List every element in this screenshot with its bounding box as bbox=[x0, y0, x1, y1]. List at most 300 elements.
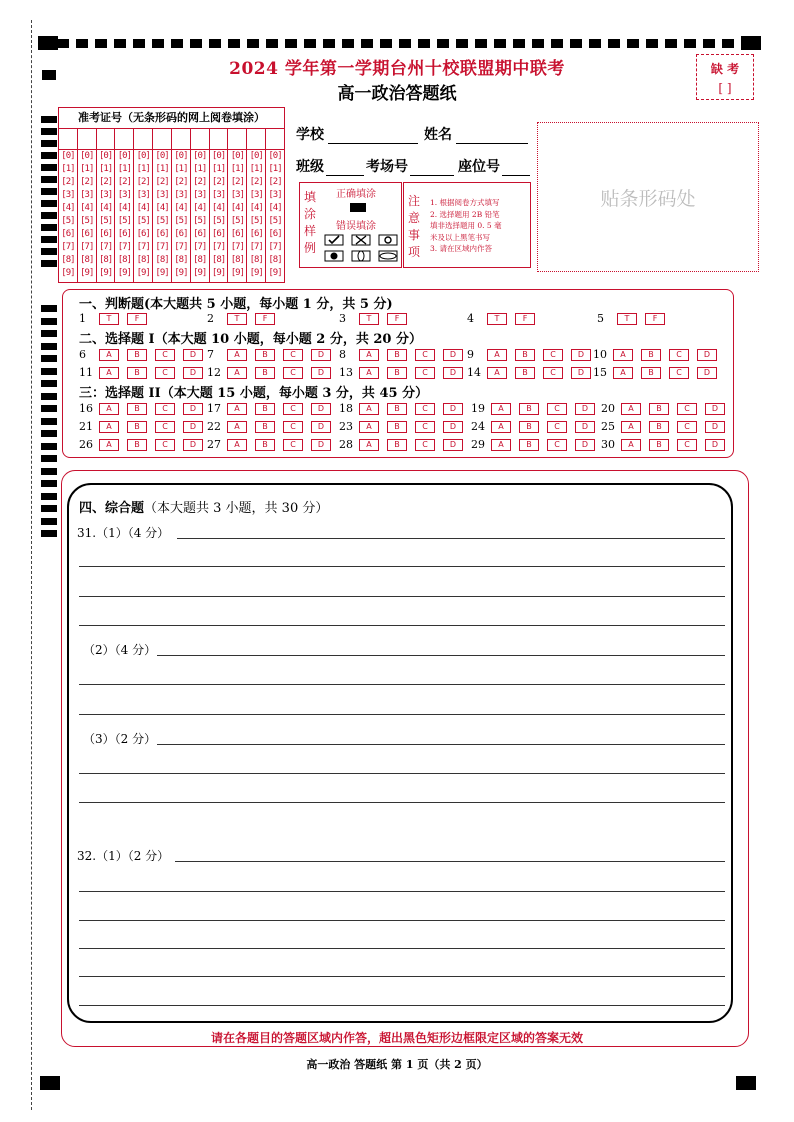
timing-mark bbox=[513, 39, 525, 48]
answer-line[interactable] bbox=[79, 948, 725, 949]
option-bubble-a[interactable]: A bbox=[227, 349, 247, 361]
option-bubble-d[interactable]: D bbox=[705, 421, 725, 433]
exam-id-write-cell[interactable] bbox=[228, 129, 246, 150]
option-bubble-d[interactable]: D bbox=[575, 439, 595, 451]
answer-line[interactable] bbox=[79, 976, 725, 977]
option-bubble-d[interactable]: D bbox=[443, 439, 463, 451]
answer-line[interactable] bbox=[79, 891, 725, 892]
timing-mark bbox=[41, 368, 57, 375]
option-bubble-f[interactable]: F bbox=[387, 313, 407, 325]
option-bubble-c[interactable]: C bbox=[677, 439, 697, 451]
option-bubble-a[interactable]: A bbox=[99, 349, 119, 361]
option-bubble-b[interactable]: B bbox=[127, 439, 147, 451]
exam-id-write-cell[interactable] bbox=[115, 129, 133, 150]
timing-mark bbox=[41, 518, 57, 525]
option-bubble-b[interactable]: B bbox=[649, 421, 669, 433]
exam-id-bubble[interactable]: [0] bbox=[211, 151, 226, 161]
option-bubble-c[interactable]: C bbox=[415, 403, 435, 415]
option-bubble-b[interactable]: B bbox=[387, 421, 407, 433]
exam-id-bubble[interactable]: [6] bbox=[211, 229, 226, 239]
option-bubble-b[interactable]: B bbox=[519, 439, 539, 451]
option-bubble-d[interactable]: D bbox=[311, 421, 331, 433]
exam-id-bubble[interactable]: [8] bbox=[193, 255, 207, 265]
option-bubble-c[interactable]: C bbox=[543, 349, 563, 361]
option-bubble-d[interactable]: D bbox=[443, 403, 463, 415]
option-bubble-c[interactable]: C bbox=[669, 349, 689, 361]
exam-id-bubble[interactable]: [2] bbox=[136, 177, 150, 187]
option-bubble-d[interactable]: D bbox=[183, 439, 203, 451]
exam-id-bubble[interactable]: [2] bbox=[61, 177, 75, 187]
option-bubble-d[interactable]: D bbox=[311, 403, 331, 415]
exam-id-bubble[interactable]: [3] bbox=[174, 190, 188, 200]
exam-id-write-cell[interactable] bbox=[134, 129, 152, 150]
exam-id-bubble[interactable]: [9] bbox=[193, 268, 207, 278]
exam-id-bubble[interactable]: [4] bbox=[193, 203, 207, 213]
option-bubble-a[interactable]: A bbox=[227, 403, 247, 415]
timing-mark bbox=[608, 39, 620, 48]
option-bubble-f[interactable]: F bbox=[255, 313, 275, 325]
question-number: 7 bbox=[207, 348, 214, 361]
answer-line[interactable] bbox=[79, 1005, 725, 1006]
exam-id-bubble[interactable]: [9] bbox=[117, 268, 132, 278]
option-bubble-a[interactable]: A bbox=[621, 421, 641, 433]
exam-id-bubble[interactable]: [5] bbox=[136, 216, 150, 226]
option-bubble-c[interactable]: C bbox=[677, 403, 697, 415]
option-bubble-c[interactable]: C bbox=[283, 439, 303, 451]
exam-id-bubble[interactable]: [0] bbox=[98, 151, 113, 161]
option-bubble-b[interactable]: B bbox=[641, 367, 661, 379]
option-bubble-d[interactable]: D bbox=[443, 421, 463, 433]
exam-id-bubble[interactable]: [4] bbox=[211, 203, 226, 213]
exam-id-bubble[interactable]: [1] bbox=[268, 164, 282, 174]
exam-id-bubble[interactable]: [3] bbox=[155, 190, 169, 200]
section1-heading: 一、判断题(本大题共 5 小题，每小题 1 分，共 5 分) bbox=[79, 297, 393, 312]
exam-id-bubble[interactable]: [3] bbox=[230, 190, 244, 200]
exam-id-bubble[interactable]: [8] bbox=[174, 255, 188, 265]
option-bubble-a[interactable]: A bbox=[99, 367, 119, 379]
option-bubble-c[interactable]: C bbox=[155, 367, 175, 379]
exam-id-write-cell[interactable] bbox=[78, 129, 96, 150]
timing-mark bbox=[41, 455, 57, 462]
option-bubble-a[interactable]: A bbox=[491, 439, 511, 451]
answer-line[interactable] bbox=[79, 920, 725, 921]
option-bubble-c[interactable]: C bbox=[155, 349, 175, 361]
option-bubble-c[interactable]: C bbox=[283, 349, 303, 361]
option-bubble-d[interactable]: D bbox=[311, 349, 331, 361]
question-15 bbox=[593, 366, 725, 379]
option-bubble-b[interactable]: B bbox=[387, 349, 407, 361]
exam-id-bubble[interactable]: [5] bbox=[98, 216, 113, 226]
answer-line[interactable] bbox=[79, 596, 725, 597]
exam-id-bubble[interactable]: [6] bbox=[268, 229, 282, 239]
exam-id-bubble[interactable]: [4] bbox=[117, 203, 132, 213]
option-bubble-a[interactable]: A bbox=[227, 439, 247, 451]
exam-id-bubble[interactable]: [7] bbox=[136, 242, 150, 252]
exam-id-bubble[interactable]: [5] bbox=[211, 216, 226, 226]
question-number: 8 bbox=[339, 348, 346, 361]
exam-id-bubble[interactable]: [7] bbox=[155, 242, 169, 252]
exam-id-bubble[interactable]: [6] bbox=[136, 229, 150, 239]
question-number: 12 bbox=[207, 366, 221, 379]
option-bubble-a[interactable]: A bbox=[99, 421, 119, 433]
name-field[interactable] bbox=[424, 124, 528, 144]
option-bubble-b[interactable]: B bbox=[649, 439, 669, 451]
answer-line[interactable] bbox=[79, 802, 725, 803]
exam-id-bubble[interactable]: [4] bbox=[98, 203, 113, 213]
exam-id-bubble[interactable]: [4] bbox=[249, 203, 263, 213]
exam-id-bubble[interactable]: [9] bbox=[230, 268, 244, 278]
option-bubble-c[interactable]: C bbox=[155, 403, 175, 415]
exam-id-bubble[interactable]: [3] bbox=[80, 190, 94, 200]
exam-id-bubble[interactable]: [1] bbox=[80, 164, 94, 174]
section2-heading: 二、选择题 I（本大题 10 小题，每小题 2 分，共 20 分） bbox=[79, 332, 422, 347]
option-bubble-a[interactable]: A bbox=[227, 421, 247, 433]
exam-id-bubble[interactable]: [9] bbox=[174, 268, 188, 278]
exam-id-write-cell[interactable] bbox=[247, 129, 265, 150]
option-bubble-d[interactable]: D bbox=[571, 349, 591, 361]
option-bubble-d[interactable]: D bbox=[575, 421, 595, 433]
exam-id-bubble[interactable]: [8] bbox=[230, 255, 244, 265]
exam-id-bubble[interactable]: [6] bbox=[193, 229, 207, 239]
option-bubble-t[interactable]: T bbox=[227, 313, 247, 325]
exam-id-bubble[interactable]: [8] bbox=[268, 255, 282, 265]
option-bubble-a[interactable]: A bbox=[491, 421, 511, 433]
option-bubble-a[interactable]: A bbox=[613, 349, 633, 361]
exam-id-bubble[interactable]: [8] bbox=[211, 255, 226, 265]
option-bubble-c[interactable]: C bbox=[155, 439, 175, 451]
option-bubble-b[interactable]: B bbox=[127, 367, 147, 379]
exam-id-bubble[interactable]: [5] bbox=[230, 216, 244, 226]
option-bubble-b[interactable]: B bbox=[641, 349, 661, 361]
option-bubble-c[interactable]: C bbox=[415, 349, 435, 361]
exam-id-write-cell[interactable] bbox=[191, 129, 209, 150]
exam-id-bubble[interactable]: [2] bbox=[174, 177, 188, 187]
option-bubble-d[interactable]: D bbox=[697, 367, 717, 379]
option-bubble-a[interactable]: A bbox=[621, 439, 641, 451]
option-bubble-c[interactable]: C bbox=[669, 367, 689, 379]
option-bubble-d[interactable]: D bbox=[443, 349, 463, 361]
exam-id-bubble[interactable]: [7] bbox=[230, 242, 244, 252]
option-bubble-c[interactable]: C bbox=[283, 421, 303, 433]
option-bubble-d[interactable]: D bbox=[183, 367, 203, 379]
question-9 bbox=[467, 348, 599, 361]
option-bubble-a[interactable]: A bbox=[99, 439, 119, 451]
exam-id-bubble[interactable]: [0] bbox=[268, 151, 282, 161]
exam-id-bubble[interactable]: [6] bbox=[80, 229, 94, 239]
option-bubble-c[interactable]: C bbox=[677, 421, 697, 433]
option-bubble-a[interactable]: A bbox=[359, 349, 379, 361]
exam-id-bubble[interactable]: [3] bbox=[98, 190, 113, 200]
question-number: 18 bbox=[339, 402, 353, 415]
exam-id-bubble[interactable]: [5] bbox=[249, 216, 263, 226]
answer-line[interactable] bbox=[79, 566, 725, 567]
exam-id-bubble[interactable]: [6] bbox=[98, 229, 113, 239]
exam-id-bubble[interactable]: [7] bbox=[249, 242, 263, 252]
exam-id-bubble[interactable]: [5] bbox=[117, 216, 132, 226]
answer-line[interactable] bbox=[157, 744, 725, 745]
option-bubble-d[interactable]: D bbox=[183, 421, 203, 433]
timing-mark bbox=[456, 39, 468, 48]
option-bubble-d[interactable]: D bbox=[575, 403, 595, 415]
exam-id-bubble[interactable]: [9] bbox=[211, 268, 226, 278]
exam-id-bubble[interactable]: [2] bbox=[230, 177, 244, 187]
question-number: 29 bbox=[471, 438, 485, 451]
exam-id-bubble[interactable]: [4] bbox=[230, 203, 244, 213]
option-bubble-f[interactable]: F bbox=[645, 313, 665, 325]
exam-id-bubble[interactable]: [2] bbox=[249, 177, 263, 187]
option-bubble-c[interactable]: C bbox=[415, 439, 435, 451]
option-bubble-c[interactable]: C bbox=[415, 421, 435, 433]
option-bubble-c[interactable]: C bbox=[547, 439, 567, 451]
exam-id-bubble[interactable]: [6] bbox=[174, 229, 188, 239]
exam-id-bubble[interactable]: [9] bbox=[155, 268, 169, 278]
exam-id-bubble[interactable]: [0] bbox=[136, 151, 150, 161]
exam-id-bubble[interactable]: [7] bbox=[117, 242, 132, 252]
option-bubble-f[interactable]: F bbox=[127, 313, 147, 325]
option-bubble-b[interactable]: B bbox=[519, 403, 539, 415]
exam-id-bubble[interactable]: [2] bbox=[80, 177, 94, 187]
exam-id-bubble[interactable]: [6] bbox=[155, 229, 169, 239]
option-bubble-b[interactable]: B bbox=[387, 367, 407, 379]
option-bubble-a[interactable]: A bbox=[99, 403, 119, 415]
option-bubble-b[interactable]: B bbox=[515, 367, 535, 379]
option-bubble-d[interactable]: D bbox=[183, 349, 203, 361]
absent-box[interactable] bbox=[696, 54, 754, 100]
exam-id-bubble[interactable]: [2] bbox=[268, 177, 282, 187]
option-bubble-c[interactable]: C bbox=[415, 367, 435, 379]
exam-id-bubble[interactable]: [6] bbox=[117, 229, 132, 239]
exam-id-bubble[interactable]: [3] bbox=[136, 190, 150, 200]
exam-id-bubble[interactable]: [0] bbox=[193, 151, 207, 161]
timing-mark bbox=[41, 480, 57, 487]
exam-id-bubble[interactable]: [9] bbox=[61, 268, 75, 278]
option-bubble-b[interactable]: B bbox=[255, 367, 275, 379]
exam-id-bubble[interactable]: [4] bbox=[174, 203, 188, 213]
option-bubble-a[interactable]: A bbox=[621, 403, 641, 415]
option-bubble-c[interactable]: C bbox=[543, 367, 563, 379]
answer-line[interactable] bbox=[177, 538, 725, 539]
exam-id-bubble[interactable]: [1] bbox=[193, 164, 207, 174]
question-3 bbox=[339, 312, 415, 325]
exam-id-bubble[interactable]: [0] bbox=[61, 151, 75, 161]
option-bubble-b[interactable]: B bbox=[127, 349, 147, 361]
option-bubble-a[interactable]: A bbox=[487, 367, 507, 379]
exam-id-bubble[interactable]: [5] bbox=[174, 216, 188, 226]
exam-id-bubble[interactable]: [6] bbox=[230, 229, 244, 239]
exam-id-bubble[interactable]: [1] bbox=[117, 164, 132, 174]
option-bubble-b[interactable]: B bbox=[387, 403, 407, 415]
exam-id-bubble[interactable]: [7] bbox=[174, 242, 188, 252]
exam-id-bubble[interactable]: [5] bbox=[193, 216, 207, 226]
exam-id-bubble[interactable]: [2] bbox=[211, 177, 226, 187]
question-number: 9 bbox=[467, 348, 474, 361]
exam-id-bubble[interactable]: [7] bbox=[98, 242, 113, 252]
option-bubble-c[interactable]: C bbox=[155, 421, 175, 433]
exam-id-bubble[interactable]: [8] bbox=[61, 255, 75, 265]
exam-id-bubble[interactable]: [3] bbox=[249, 190, 263, 200]
school-field[interactable] bbox=[296, 124, 418, 144]
option-bubble-c[interactable]: C bbox=[283, 403, 303, 415]
option-bubble-a[interactable]: A bbox=[491, 403, 511, 415]
exam-id-bubble[interactable]: [7] bbox=[80, 242, 94, 252]
exam-id-bubble[interactable]: [0] bbox=[174, 151, 188, 161]
exam-id-bubble[interactable]: [9] bbox=[98, 268, 113, 278]
class-field[interactable] bbox=[296, 156, 364, 176]
exam-id-write-cell[interactable] bbox=[172, 129, 190, 150]
exam-id-bubble[interactable]: [0] bbox=[249, 151, 263, 161]
exam-id-bubble[interactable]: [5] bbox=[80, 216, 94, 226]
exam-id-write-cell[interactable] bbox=[153, 129, 171, 150]
timing-mark bbox=[41, 116, 57, 123]
option-bubble-d[interactable]: D bbox=[705, 439, 725, 451]
option-bubble-c[interactable]: C bbox=[283, 367, 303, 379]
exam-id-bubble[interactable]: [3] bbox=[268, 190, 282, 200]
exam-id-bubble[interactable]: [5] bbox=[155, 216, 169, 226]
option-bubble-b[interactable]: B bbox=[255, 403, 275, 415]
option-bubble-b[interactable]: B bbox=[387, 439, 407, 451]
option-bubble-a[interactable]: A bbox=[359, 421, 379, 433]
option-bubble-t[interactable]: T bbox=[487, 313, 507, 325]
question-number: 19 bbox=[471, 402, 485, 415]
exam-id-bubble[interactable]: [1] bbox=[174, 164, 188, 174]
question-22 bbox=[207, 420, 339, 433]
option-bubble-t[interactable]: T bbox=[359, 313, 379, 325]
option-bubble-b[interactable]: B bbox=[255, 349, 275, 361]
option-bubble-d[interactable]: D bbox=[697, 349, 717, 361]
seat-field[interactable] bbox=[458, 156, 530, 176]
option-bubble-b[interactable]: B bbox=[255, 439, 275, 451]
exam-id-bubble[interactable]: [1] bbox=[155, 164, 169, 174]
option-bubble-d[interactable]: D bbox=[443, 367, 463, 379]
question-number: 26 bbox=[79, 438, 93, 451]
note-item: 1. 根据阅卷方式填写 bbox=[430, 198, 500, 207]
exam-id-bubble[interactable]: [4] bbox=[61, 203, 75, 213]
exam-id-bubble[interactable]: [3] bbox=[61, 190, 75, 200]
timing-mark bbox=[41, 260, 57, 267]
school-label: 学校 bbox=[296, 127, 324, 143]
exam-id-bubble[interactable]: [8] bbox=[249, 255, 263, 265]
answer-line[interactable] bbox=[79, 625, 725, 626]
exam-id-bubble[interactable]: [2] bbox=[193, 177, 207, 187]
option-bubble-a[interactable]: A bbox=[227, 367, 247, 379]
exam-id-bubble[interactable]: [4] bbox=[136, 203, 150, 213]
answer-line[interactable] bbox=[175, 861, 725, 862]
exam-id-bubble[interactable]: [1] bbox=[98, 164, 113, 174]
exam-id-write-cell[interactable] bbox=[97, 129, 115, 150]
exam-id-bubble[interactable]: [1] bbox=[249, 164, 263, 174]
exam-id-write-cell[interactable] bbox=[59, 129, 77, 150]
option-bubble-d[interactable]: D bbox=[705, 403, 725, 415]
option-bubble-a[interactable]: A bbox=[359, 403, 379, 415]
exam-id-bubble[interactable]: [0] bbox=[230, 151, 244, 161]
option-bubble-b[interactable]: B bbox=[127, 421, 147, 433]
exam-id-bubble[interactable]: [6] bbox=[61, 229, 75, 239]
exam-id-bubble[interactable]: [6] bbox=[249, 229, 263, 239]
exam-id-bubble[interactable]: [0] bbox=[80, 151, 94, 161]
option-bubble-f[interactable]: F bbox=[515, 313, 535, 325]
exam-id-bubble[interactable]: [1] bbox=[136, 164, 150, 174]
option-bubble-b[interactable]: B bbox=[255, 421, 275, 433]
exam-id-bubble[interactable]: [9] bbox=[80, 268, 94, 278]
exam-id-bubble[interactable]: [8] bbox=[98, 255, 113, 265]
option-bubble-b[interactable]: B bbox=[127, 403, 147, 415]
exam-id-bubble[interactable]: [2] bbox=[155, 177, 169, 187]
timing-mark bbox=[41, 393, 57, 400]
timing-mark bbox=[152, 39, 164, 48]
exam-id-bubble[interactable]: [9] bbox=[136, 268, 150, 278]
answer-line[interactable] bbox=[79, 714, 725, 715]
exam-id-bubble[interactable]: [4] bbox=[268, 203, 282, 213]
option-bubble-d[interactable]: D bbox=[311, 439, 331, 451]
exam-room-label: 考场号 bbox=[366, 159, 408, 175]
exam-id-bubble[interactable]: [7] bbox=[268, 242, 282, 252]
timing-mark bbox=[646, 39, 658, 48]
exam-id-bubble[interactable]: [2] bbox=[117, 177, 132, 187]
exam-id-bubble[interactable]: [1] bbox=[61, 164, 75, 174]
question-number: 16 bbox=[79, 402, 93, 415]
exam-id-bubble[interactable]: [7] bbox=[61, 242, 75, 252]
answer-line[interactable] bbox=[79, 773, 725, 774]
sheet-title: 高一政治答题纸 bbox=[337, 84, 457, 104]
exam-id-bubble[interactable]: [9] bbox=[249, 268, 263, 278]
exam-id-bubble[interactable]: [7] bbox=[193, 242, 207, 252]
option-bubble-a[interactable]: A bbox=[359, 367, 379, 379]
option-bubble-b[interactable]: B bbox=[515, 349, 535, 361]
exam-room-field[interactable] bbox=[366, 156, 454, 176]
question-20 bbox=[601, 402, 733, 415]
option-bubble-a[interactable]: A bbox=[359, 439, 379, 451]
exam-id-bubble[interactable]: [7] bbox=[211, 242, 226, 252]
exam-id-bubble[interactable]: [8] bbox=[80, 255, 94, 265]
exam-id-bubble[interactable]: [2] bbox=[98, 177, 113, 187]
timing-mark bbox=[41, 468, 57, 475]
exam-id-bubble[interactable]: [0] bbox=[117, 151, 132, 161]
option-bubble-c[interactable]: C bbox=[547, 421, 567, 433]
exam-id-bubble[interactable]: [1] bbox=[211, 164, 226, 174]
exam-id-bubble[interactable]: [9] bbox=[268, 268, 282, 278]
option-bubble-d[interactable]: D bbox=[571, 367, 591, 379]
option-bubble-b[interactable]: B bbox=[649, 403, 669, 415]
option-bubble-a[interactable]: A bbox=[487, 349, 507, 361]
exam-id-write-cell[interactable] bbox=[210, 129, 228, 150]
exam-id-bubble[interactable]: [0] bbox=[155, 151, 169, 161]
exam-id-write-cell[interactable] bbox=[266, 129, 284, 150]
timing-mark bbox=[627, 39, 639, 48]
option-bubble-d[interactable]: D bbox=[183, 403, 203, 415]
exam-id-bubble[interactable]: [5] bbox=[268, 216, 282, 226]
exam-id-bubble[interactable]: [8] bbox=[155, 255, 169, 265]
exam-id-bubble[interactable]: [3] bbox=[117, 190, 132, 200]
exam-id-bubble[interactable]: [3] bbox=[193, 190, 207, 200]
option-bubble-t[interactable]: T bbox=[99, 313, 119, 325]
exam-id-bubble[interactable]: [8] bbox=[136, 255, 150, 265]
option-bubble-c[interactable]: C bbox=[547, 403, 567, 415]
exam-id-bubble[interactable]: [5] bbox=[61, 216, 75, 226]
question-number: 3 bbox=[339, 312, 346, 325]
option-bubble-a[interactable]: A bbox=[613, 367, 633, 379]
exam-id-bubble[interactable]: [4] bbox=[155, 203, 169, 213]
option-bubble-d[interactable]: D bbox=[311, 367, 331, 379]
option-bubble-b[interactable]: B bbox=[519, 421, 539, 433]
exam-id-bubble[interactable]: [8] bbox=[117, 255, 132, 265]
exam-id-bubble[interactable]: [3] bbox=[211, 190, 226, 200]
exam-id-bubble[interactable]: [1] bbox=[230, 164, 244, 174]
answer-line[interactable] bbox=[157, 655, 725, 656]
exam-id-bubble[interactable]: [4] bbox=[80, 203, 94, 213]
answer-line[interactable] bbox=[79, 684, 725, 685]
timing-mark bbox=[41, 430, 57, 437]
option-bubble-t[interactable]: T bbox=[617, 313, 637, 325]
